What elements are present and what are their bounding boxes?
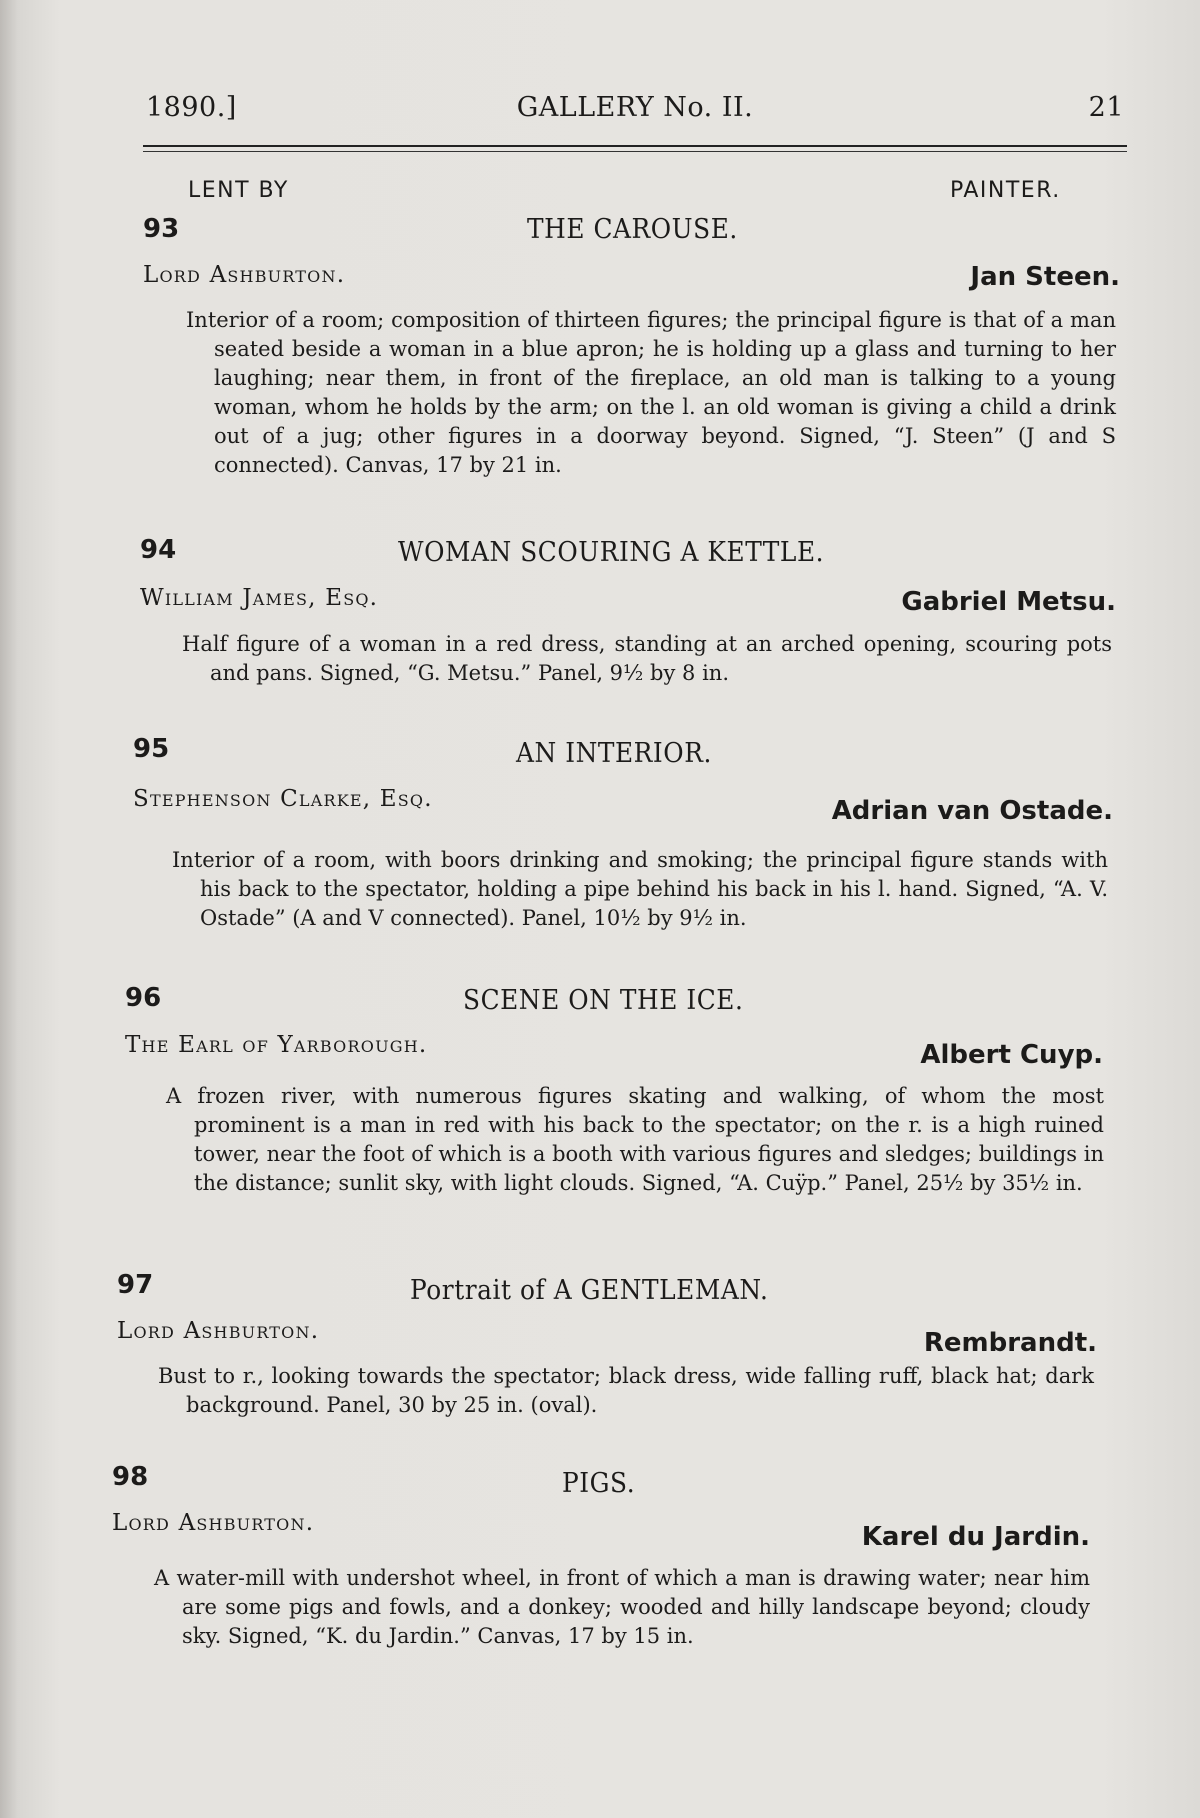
entry-painter: Adrian van Ostade. <box>831 796 1113 826</box>
entry-number: 95 <box>133 734 170 764</box>
header-rule-thick <box>143 145 1127 147</box>
header-year: 1890.] <box>146 92 237 123</box>
entry-lender: Lord Ashburton. <box>112 1510 315 1536</box>
entry-number: 97 <box>117 1270 154 1300</box>
entry-painter: Rembrandt. <box>923 1328 1097 1358</box>
entry-title: PIGS. <box>562 1468 636 1499</box>
header-rule-thin <box>143 151 1127 152</box>
entry-description-text: Half figure of a woman in a red dress, standing at an arched opening, scouring pots and pans. Signed, “G. Metsu.” Panel, 9½ by 8 in. <box>182 632 1112 685</box>
entry-description <box>154 1564 1090 1651</box>
entry-number: 96 <box>125 983 162 1013</box>
running-head <box>146 92 1124 132</box>
entry-description <box>172 846 1108 933</box>
entry-description-text: A frozen river, with numerous figures skating and walking, of whom the most prominent is a man in red with his back to the spectator; on the r. is a high ruined tower, near the foot of which is a booth with various figures and sledges; buildings in the distance; sunlit sky, with light clouds. Signed, “A. Cuÿp.” Panel, 25½ by 35½ in. <box>166 1084 1104 1195</box>
column-heading-lent-by: LENT BY <box>188 178 289 203</box>
entry-description <box>166 1082 1104 1198</box>
entry-description-text: Bust to r., looking towards the spectator; black dress, wide falling ruff, black hat; dark background. Panel, 30 by 25 in. (oval). <box>158 1364 1094 1417</box>
entry-number: 98 <box>112 1462 149 1492</box>
entry-title: WOMAN SCOURING A KETTLE. <box>398 537 825 568</box>
entry-lender: The Earl of Yarborough. <box>125 1032 428 1058</box>
entry-number: 93 <box>143 214 180 244</box>
entry-painter: Jan Steen. <box>970 262 1120 292</box>
header-page-number: 21 <box>1088 92 1124 123</box>
entry-description-text: A water-mill with undershot wheel, in front of which a man is drawing water; near him are some pigs and fowls, and a donkey; wooded and hilly landscape beyond; cloudy sky. Signed, “K. du Jardin.” Canvas, 17 by 15 in. <box>154 1566 1090 1648</box>
entry-description-text: Interior of a room, with boors drinking and smoking; the principal figure stands with his back to the spectator, holding a pipe behind his back in his l. hand. Signed, “A. V. Ostade” (A and V connected). Panel, 10½ by 9½ in. <box>172 848 1108 930</box>
entry-number: 94 <box>140 535 177 565</box>
entry-lender: Lord Ashburton. <box>117 1318 320 1344</box>
entry-lender: Stephenson Clarke, Esq. <box>133 786 433 812</box>
entry-painter: Karel du Jardin. <box>861 1522 1090 1552</box>
entry-description <box>186 306 1116 480</box>
entry-painter: Gabriel Metsu. <box>901 587 1116 617</box>
header-gallery-title: GALLERY No. II. <box>516 92 754 123</box>
entry-description <box>182 630 1112 688</box>
entry-description <box>158 1362 1094 1420</box>
entry-lender: Lord Ashburton. <box>143 262 346 288</box>
entry-title: Portrait of A GENTLEMAN. <box>410 1275 769 1306</box>
entry-painter: Albert Cuyp. <box>920 1040 1103 1070</box>
entry-description-text: Interior of a room; composition of thirteen figures; the principal figure is that of a man seated beside a woman in a blue apron; he is holding up a glass and turning to her laughing; near them, in front of the fireplace, an old man is talking to a young woman, whom he holds by the arm; on the l. an old woman is giving a child a drink out of a jug; other figures in a doorway beyond. Signed, “J. Steen” (J and S connected). Canvas, 17 by 21 in. <box>186 308 1116 477</box>
entry-title: THE CAROUSE. <box>527 214 738 245</box>
entry-lender: William James, Esq. <box>140 585 379 611</box>
column-heading-painter: PAINTER. <box>950 178 1061 203</box>
entry-title: SCENE ON THE ICE. <box>463 985 744 1016</box>
entry-title: AN INTERIOR. <box>516 738 712 769</box>
